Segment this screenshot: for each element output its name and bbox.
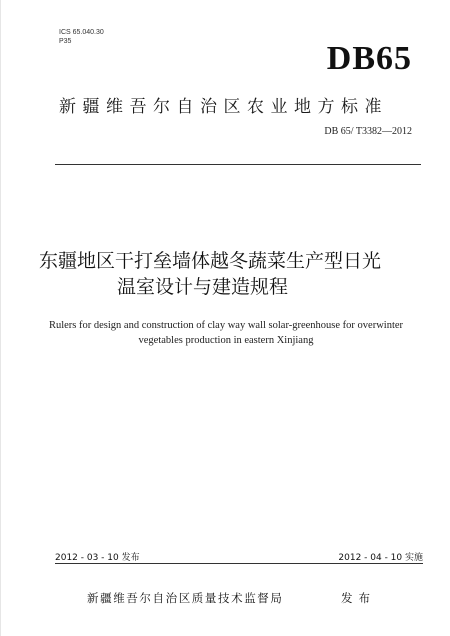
issuing-authority: 新疆维吾尔自治区质量技术监督局: [87, 591, 284, 605]
english-title-line-2: vegetables production in eastern Xinjiang: [138, 335, 314, 346]
english-title: [23, 318, 429, 348]
header-divider: [55, 164, 421, 165]
footer-divider: [55, 563, 423, 564]
english-title-line-1: Rulers for design and construction of clay way wall solar-greenhouse for overwinter: [48, 320, 404, 331]
ccs-code: P35: [59, 38, 72, 45]
chinese-title-line-1: 东疆地区干打垒墙体越冬蔬菜生产型日光: [39, 250, 382, 272]
chinese-title: [37, 248, 417, 300]
ics-code: ICS 65.040.30: [59, 29, 104, 36]
implementation-date: 2012 - 04 - 10 实施: [338, 553, 423, 563]
standard-type-heading: 新疆维吾尔自治区农业地方标准: [59, 97, 388, 117]
classification-codes: [59, 28, 104, 46]
chinese-title-line-2: 温室设计与建造规程: [117, 276, 289, 298]
standard-number: DB 65/ T3382—2012: [324, 126, 412, 137]
issue-date: 2012 - 03 - 10 发布: [55, 553, 140, 563]
standard-code-logo: DB65: [326, 40, 412, 77]
issue-label: 发布: [341, 591, 376, 605]
